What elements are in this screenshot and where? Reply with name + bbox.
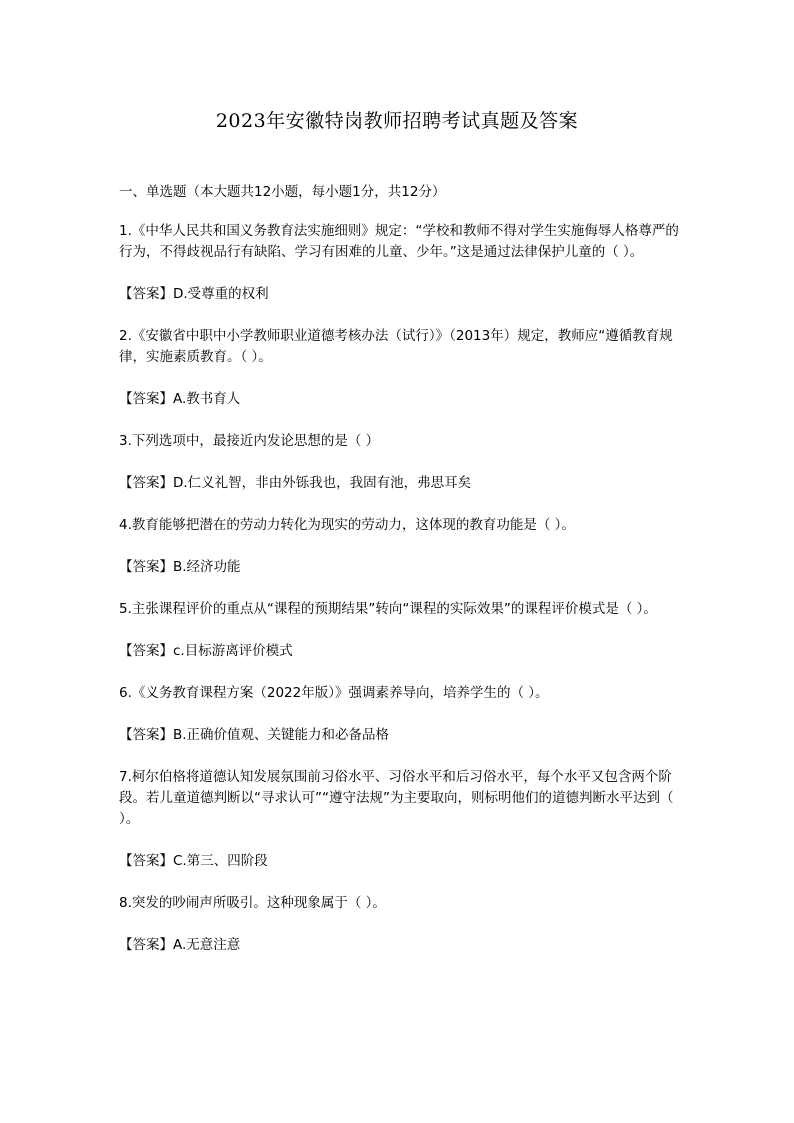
question-6: 6.《义务教育课程方案（2022年版）》强调素养导向，培养学生的（ ）。: [119, 685, 549, 701]
question-2: 2.《安徽省中职中小学教师职业道德考核办法（试行）》（2013年）规定，教师应“遵循教育规律，实施素质教育。（ ）。: [119, 328, 673, 365]
answer-4: 【答案】B.经济功能: [119, 559, 241, 575]
question-4: 4.教育能够把潜在的劳动力转化为现实的劳动力，这体现的教育功能是（ ）。: [119, 517, 575, 533]
question-1: 1.《中华人民共和国义务教育法实施细则》规定：“学校和教师不得对学生实施侮辱人格尊严的行为，不得歧视品行有缺陷、学习有困难的儿童、少年。”这是通过法律保护儿童的（ ）。: [119, 223, 679, 260]
answer-6: 【答案】B.正确价值观、关键能力和必备品格: [119, 727, 390, 743]
answer-3: 【答案】D.仁义礼智，非由外铄我也，我固有池，弗思耳矣: [119, 475, 472, 491]
answer-5: 【答案】c.目标游离评价模式: [119, 643, 293, 659]
question-list: [119, 221, 679, 956]
question-5: 5.主张课程评价的重点从“课程的预期结果”转向“课程的实际效果”的课程评价模式是（ ）。: [119, 601, 657, 617]
document-title: 2023年安徽特岗教师招聘考试真题及答案: [215, 110, 579, 132]
answer-1: 【答案】D.受尊重的权利: [119, 286, 269, 302]
section-heading: 一、单选题（本大题共12小题，每小题1分，共12分）: [119, 184, 446, 200]
answer-2: 【答案】A.教书育人: [119, 391, 241, 407]
answer-8: 【答案】A.无意注意: [119, 937, 241, 953]
question-3: 3.下列选项中，最接近内发论思想的是（ ）: [119, 433, 380, 449]
answer-7: 【答案】C.第三、四阶段: [119, 853, 268, 869]
question-7: 7.柯尔伯格将道德认知发展氛围前习俗水平、习俗水平和后习俗水平，每个水平又包含两个阶段。若儿童道德判断以“寻求认可”“遵守法规”为主要取向，则标明他们的道德判断水平达到（ ）。: [119, 769, 674, 827]
question-8: 8.突发的吵闹声所吸引。这种现象属于（ ）。: [119, 895, 386, 911]
